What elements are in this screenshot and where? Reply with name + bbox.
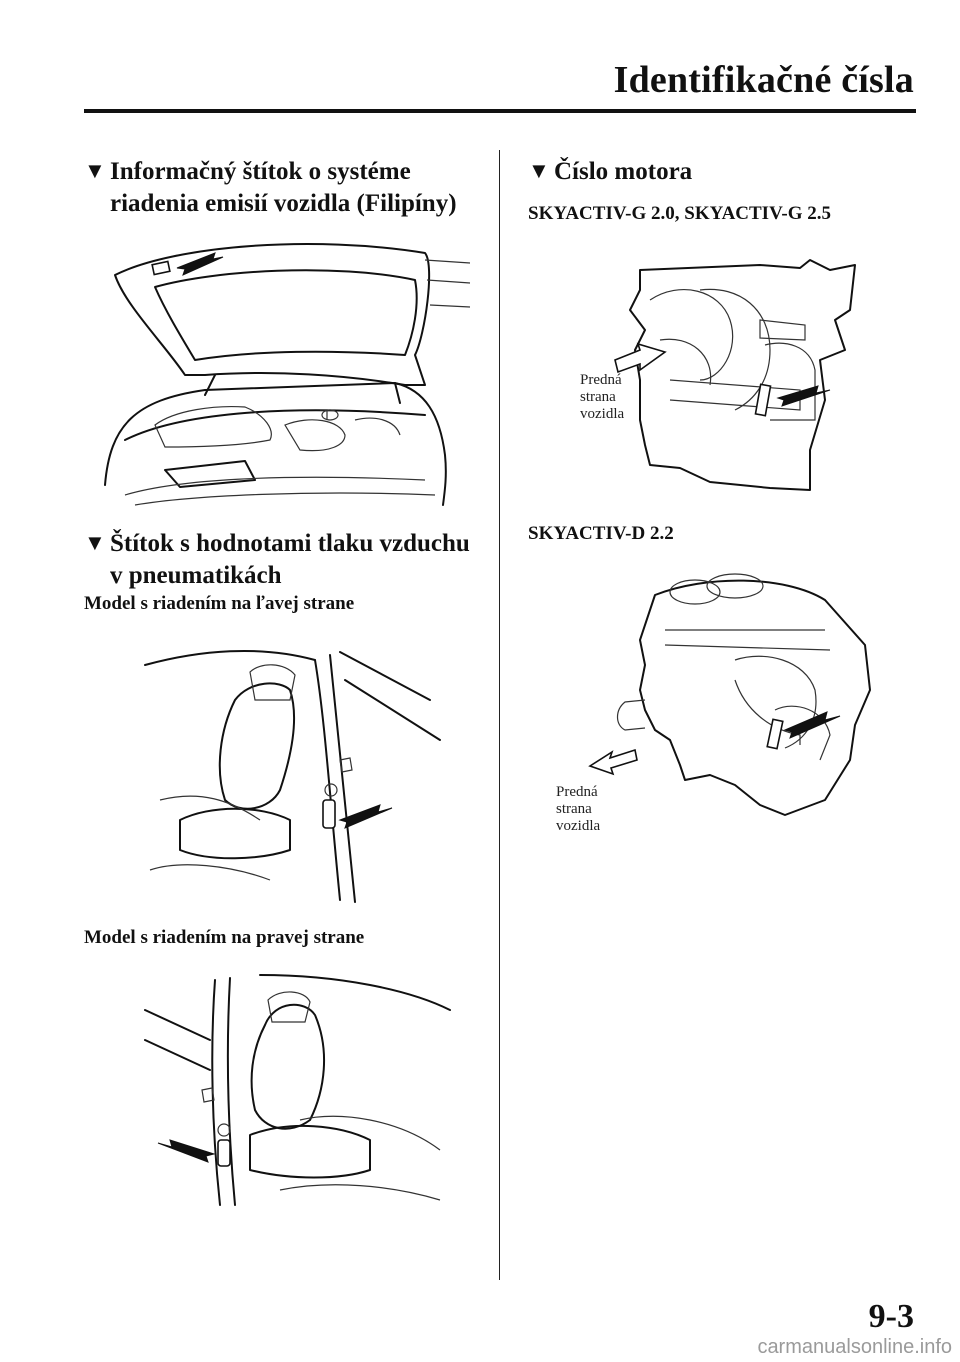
down-triangle-icon: ▼	[84, 158, 106, 183]
column-divider	[499, 150, 500, 1280]
subheading-left-hand-drive: Model s riadením na ľavej strane	[84, 593, 355, 614]
header-rule	[84, 109, 916, 113]
section-heading-line1: Štítok s hodnotami tlaku vzduchu	[110, 530, 470, 557]
section-heading-line2: riadenia emisií vozidla (Filipíny)	[110, 190, 457, 217]
front-of-vehicle-label: Predná strana vozidla	[556, 784, 601, 834]
outline-arrow-icon	[615, 344, 665, 372]
watermark: carmanualsonline.info	[757, 1336, 952, 1358]
section-emission-label-heading	[84, 155, 484, 220]
subheading-right-hand-drive: Model s riadením na pravej strane	[84, 927, 365, 948]
down-triangle-icon: ▼	[528, 158, 550, 183]
section-heading-title: Číslo motora	[554, 158, 693, 185]
section-heading-line1: Informačný štítok o systéme	[110, 158, 411, 185]
subheading-skyactiv-d: SKYACTIV-D 2.2	[528, 523, 674, 544]
section-engine-number-heading	[528, 155, 692, 188]
driver-door-pillar-lhd-illustration	[140, 640, 460, 910]
section-heading-line2: v pneumatikách	[110, 562, 282, 589]
black-arrow-icon	[177, 253, 223, 275]
section-tire-pressure-heading	[84, 527, 494, 592]
front-of-vehicle-label: Predná strana vozidla	[580, 372, 625, 422]
page-title: Identifikačné čísla	[613, 59, 914, 101]
outline-arrow-icon	[590, 750, 637, 774]
black-arrow-icon	[340, 805, 392, 828]
bonnet-open-illustration	[95, 225, 475, 510]
diesel-engine-illustration	[585, 570, 885, 835]
black-arrow-icon	[785, 712, 840, 738]
down-triangle-icon: ▼	[84, 530, 106, 555]
subheading-skyactiv-g: SKYACTIV-G 2.0, SKYACTIV-G 2.5	[528, 203, 831, 224]
page-number: 9-3	[868, 1298, 914, 1335]
black-arrow-icon	[158, 1140, 214, 1162]
driver-door-pillar-rhd-illustration	[140, 970, 460, 1210]
